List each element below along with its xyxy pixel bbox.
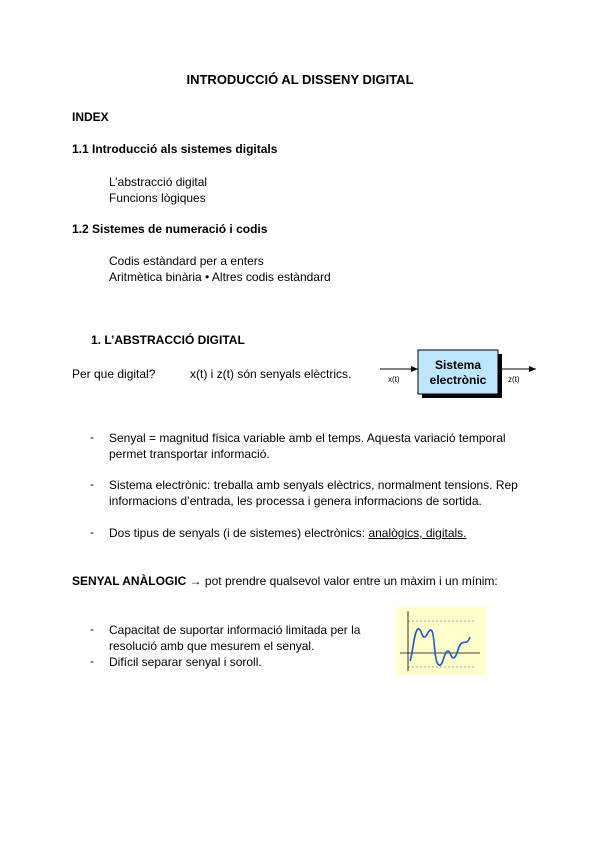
analog-heading: SENYAL ANÀLOGIC (72, 574, 187, 588)
index-item: L’abstracció digital (109, 175, 208, 189)
output-label: z(t) (508, 375, 520, 384)
bullet-text: Difícil separar senyal i soroll. (109, 655, 262, 669)
analog-link[interactable]: analògics, (368, 526, 423, 540)
section-1-heading: 1. L’ABSTRACCIÓ DIGITAL (91, 333, 245, 347)
question-text: Per que digital? (72, 367, 156, 381)
index-item: Funcions lògiques (109, 191, 206, 205)
page-title: INTRODUCCIÓ AL DISSENY DIGITAL (186, 72, 414, 87)
index-item: Aritmètica binària • Altres codis estàndard (109, 270, 331, 284)
digital-link[interactable]: digitals. (425, 526, 467, 540)
input-label: x(t) (388, 375, 400, 384)
analog-description: → pot prendre qualsevol valor entre un màxim i un mínim: (189, 574, 498, 588)
bullet-text: Sistema electrònic: treballa amb senyals elèctrics, normalment tensions. Rep informacions d’entrada, les processa i genera informacions de sortida. (109, 478, 518, 508)
analog-signal-graph (396, 607, 486, 675)
index-heading: INDEX (72, 110, 109, 124)
bullet-text: Capacitat de suportar informació limitada per la resolució amb que mesurem el senyal. (109, 623, 361, 653)
box-label-line1: Sistema (434, 358, 482, 372)
analog-heading-line (72, 574, 498, 588)
signals-text: x(t) i z(t) són senyals elèctrics. (190, 367, 352, 381)
index-section-1-heading: 1.1 Introducció als sistemes digitals (72, 142, 278, 156)
index-section-2-heading: 1.2 Sistemes de numeració i codis (72, 222, 268, 236)
box-label-line2: electrònic (429, 373, 487, 387)
bullet-text: Senyal = magnitud física variable amb el temps. Aquesta variació temporal permet transportar informació. (109, 431, 506, 461)
bullet-text: Dos tipus de senyals (i de sistemes) electrònics: (109, 526, 369, 540)
index-item: Codis estàndard per a enters (109, 254, 264, 268)
system-box (418, 350, 498, 394)
system-block-diagram (374, 344, 544, 402)
